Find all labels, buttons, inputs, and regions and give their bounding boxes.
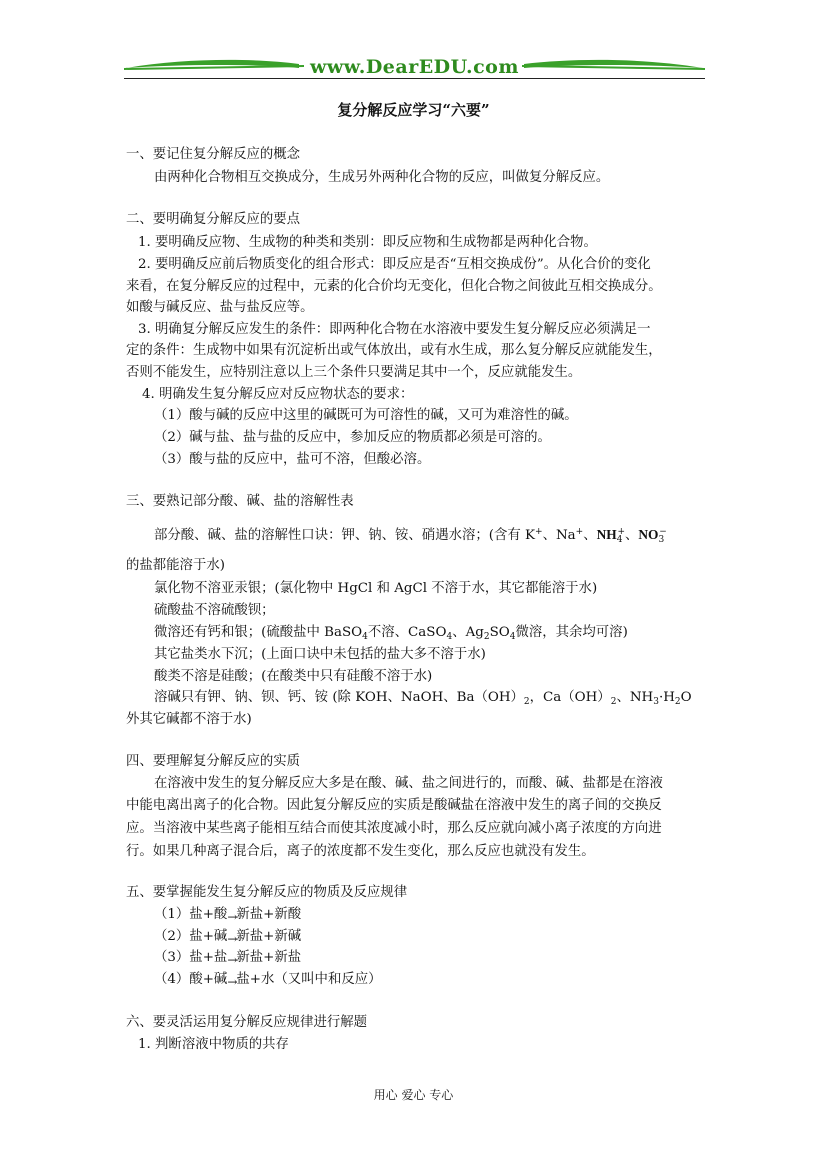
paragraph-line: 酸类不溶是硅酸；(在酸类中只有硅酸不溶于水): [154, 669, 433, 684]
reaction-rule: [154, 949, 301, 969]
products: 盐+水（又叫中和反应）: [236, 972, 382, 987]
ion-formula: NO: [638, 527, 659, 542]
subscript: 3: [653, 697, 659, 707]
reaction-rule: [154, 971, 382, 991]
header-rule: [124, 78, 705, 79]
subscript: 4: [616, 535, 623, 545]
paragraph-line: 在溶液中发生的复分解反应大多是在酸、碱、盐之间进行的，而酸、碱、盐都是在溶液: [154, 776, 663, 791]
paragraph-line: 外其它碱都不溶于水): [126, 712, 252, 727]
text: 、: [624, 528, 639, 543]
section-heading: 五、要掌握能发生复分解反应的物质及反应规律: [126, 885, 408, 900]
paragraph-line: 定的条件：生成物中如果有沉淀析出或气体放出，或有水生成，那么复分解反应就能发生，: [126, 343, 662, 358]
arrow-right-icon: →: [227, 953, 237, 967]
paragraph: 由两种化合物相互交换成分，生成另外两种化合物的反应，叫做复分解反应。: [154, 170, 610, 185]
arrow-right-icon: →: [227, 975, 237, 989]
text: 微溶还有钙和银；(硫酸盐中 BaSO: [154, 625, 363, 640]
paragraph-line: [154, 523, 667, 549]
reactants: （3）盐+盐: [154, 950, 228, 965]
products: 新盐+新碱: [236, 929, 302, 944]
text: 微溶，其余均可溶): [515, 625, 628, 640]
text: SO: [489, 625, 510, 640]
paragraph-line: [154, 689, 692, 711]
subscript: 2: [674, 697, 681, 707]
paragraph-line: 应。当溶液中某些离子能相互结合而使其浓度减小时，那么反应就向减小离子浓度的方向进: [126, 821, 662, 836]
superscript: −: [659, 527, 667, 537]
list-item: 2. 要明确反应前后物质变化的组合形式：即反应是否“互相交换成份”。从化合价的变化: [138, 257, 651, 272]
text: 、NH: [616, 690, 654, 705]
paragraph-line: 来看，在复分解反应的过程中，元素的化合价均无变化，但化合物之间彼此互相交换成分。: [126, 279, 662, 294]
arrow-right-icon: →: [227, 910, 237, 924]
text: ·H: [658, 690, 675, 705]
arrow-right-icon: →: [227, 932, 237, 946]
paragraph-line: 如酸与碱反应、盐与盐反应等。: [126, 300, 314, 315]
section-heading: 四、要理解复分解反应的实质: [126, 754, 301, 769]
document-title: 复分解反应学习“六要”: [337, 101, 490, 119]
superscript: +: [575, 527, 584, 537]
subscript: 3: [658, 535, 665, 545]
sub-item: （2）碱与盐、盐与盐的反应中，参加反应的物质都必须是可溶的。: [154, 430, 551, 445]
superscript: +: [535, 527, 543, 537]
text: 溶碱只有钾、钠、钡、钙、铵 (除 KOH、NaOH、Ba（OH）: [154, 690, 524, 705]
paragraph-line: [154, 624, 628, 646]
section-heading: 三、要熟记部分酸、碱、盐的溶解性表: [126, 494, 354, 509]
superscript: +: [617, 527, 625, 537]
subscript: 4: [446, 632, 453, 642]
ion-formula: NH: [596, 527, 617, 542]
page-footer: 用心 爱心 专心: [373, 1088, 454, 1102]
text: 、Ag: [452, 625, 484, 640]
subscript: 4: [362, 632, 368, 642]
list-item: 4. 明确发生复分解反应对反应物状态的要求：: [142, 387, 414, 402]
sub-item: （1）酸与碱的反应中这里的碱既可为可溶性的碱，又可为难溶性的碱。: [154, 408, 578, 423]
sub-item: （3）酸与盐的反应中，盐可不溶，但酸必溶。: [154, 452, 431, 467]
paragraph-line: 否则不能发生，应特别注意以上三个条件只要满足其中一个，反应就能发生。: [126, 365, 582, 380]
paragraph-line: 行。如果几种离子混合后，离子的浓度都不发生变化，那么反应也就没有发生。: [126, 844, 595, 859]
reactants: （4）酸+碱: [154, 972, 228, 987]
list-item: 1. 要明确反应物、生成物的种类和类别：即反应物和生成物都是两种化合物。: [138, 235, 597, 250]
list-item: 3. 明确复分解反应发生的条件：即两种化合物在水溶液中要发生复分解反应必须满足一: [138, 322, 651, 337]
section-heading: 一、要记住复分解反应的概念: [126, 147, 301, 162]
text: O: [680, 690, 692, 705]
paragraph-line: 氯化物不溶亚汞银；(氯化物中 HgCl 和 AgCl 不溶于水，其它都能溶于水): [154, 581, 598, 596]
text: 不溶、CaSO: [367, 625, 447, 640]
subscript: 2: [523, 697, 530, 707]
text: 、: [583, 528, 597, 543]
paragraph-line: 中能电离出离子的化合物。因此复分解反应的实质是酸碱盐在溶液中发生的离子间的交换反: [126, 798, 662, 813]
paragraph-line: 的盐都能溶于水): [126, 558, 225, 573]
reaction-rule: [154, 906, 301, 926]
list-item: 1. 判断溶液中物质的共存: [138, 1037, 289, 1052]
products: 新盐+新酸: [236, 907, 302, 922]
site-brand: www.DearEDU.com: [310, 56, 519, 78]
section-heading: 六、要灵活运用复分解反应规律进行解题: [126, 1015, 368, 1030]
paragraph-line: 其它盐类水下沉；(上面口诀中未包括的盐大多不溶于水): [154, 647, 486, 662]
paragraph-line: 硫酸盐不溶硫酸钡；: [154, 603, 275, 618]
text: ，Ca（OH）: [529, 690, 611, 705]
text: 部分酸、碱、盐的溶解性口诀：钾、钠、铵、硝遇水溶；(含有 K: [154, 528, 536, 543]
reactants: （1）盐+酸: [154, 907, 228, 922]
reaction-rule: [154, 928, 301, 948]
subscript: 2: [483, 632, 490, 642]
section-heading: 二、要明确复分解反应的要点: [126, 212, 301, 227]
subscript: 2: [610, 697, 617, 707]
subscript: 4: [509, 632, 516, 642]
products: 新盐+新盐: [236, 950, 302, 965]
text: 、Na: [542, 528, 576, 543]
reactants: （2）盐+碱: [154, 929, 228, 944]
